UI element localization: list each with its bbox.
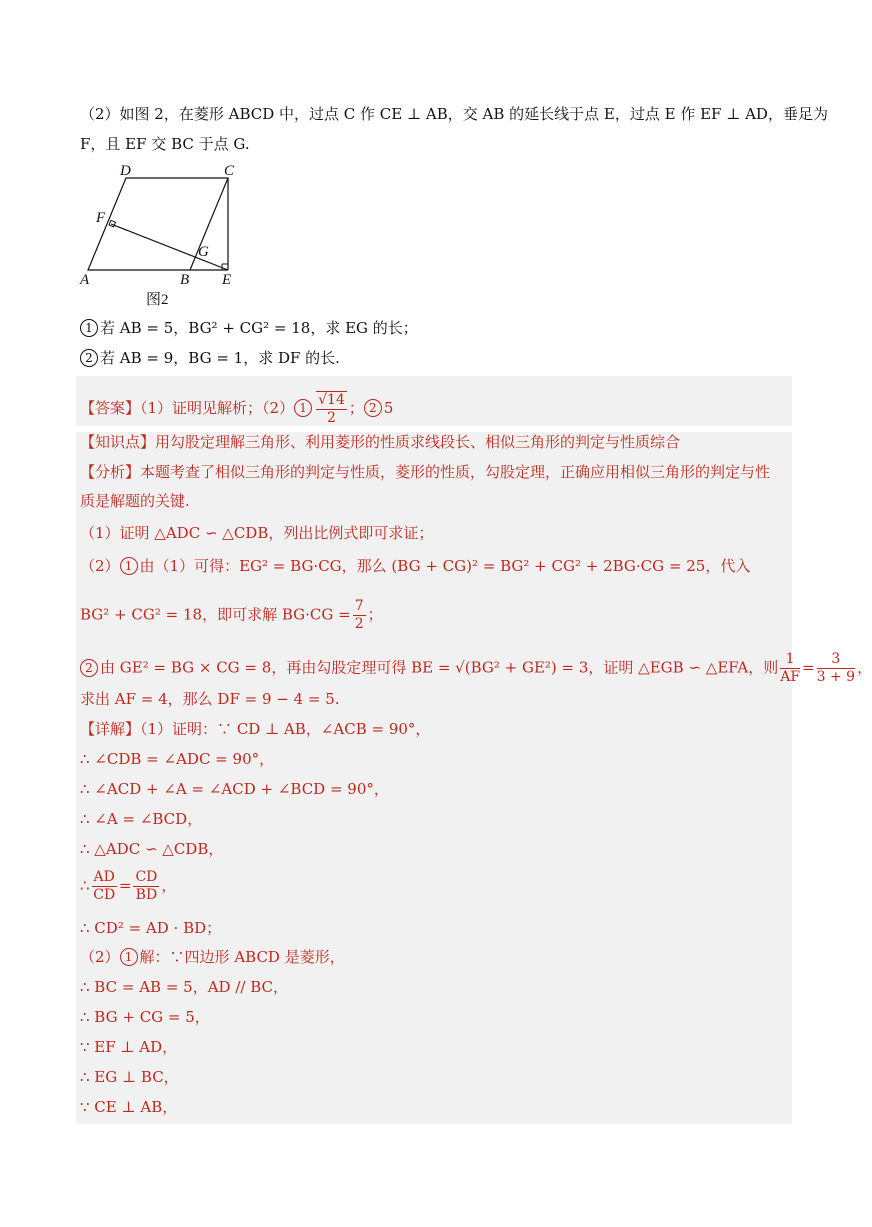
fraction-num: AD	[93, 869, 115, 885]
fraction-cd-bd	[133, 869, 159, 904]
analysis-text-6: 由 GE² = BG × CG = 8，再由勾股定理可得 BE = √(BG² + GE²) = 3，证明 △EGB ∽ △EFA，则	[100, 658, 779, 677]
problem-line-2: F，且 EF 交 BC 于点 G.	[80, 135, 250, 153]
circled-one: 1	[120, 557, 138, 575]
therefore-symbol: ∴	[80, 876, 90, 895]
analysis-text-6b: ，	[857, 658, 872, 677]
fraction-7-2	[353, 598, 366, 633]
fraction-1-af	[780, 651, 800, 686]
answer-fraction	[316, 391, 347, 427]
analysis-line-3: （1）证明 △ADC ∽ △CDB，列出比例式即可求证；	[80, 524, 434, 542]
fraction-3-12	[817, 651, 855, 686]
answer-tag: 【答案】	[80, 399, 141, 417]
analysis-line-2: 质是解题的关键.	[80, 492, 190, 510]
solution-line-4: ∴ ∠A = ∠BCD，	[80, 810, 203, 828]
solution-line-7: ∴ CD² = AD · BD；	[80, 919, 222, 937]
fraction-num: CD	[135, 869, 158, 885]
question-1	[80, 318, 418, 338]
fraction-den: 3 + 9	[816, 669, 856, 685]
label-a: A	[80, 272, 90, 288]
solution-line-2: ∴ ∠CDB = ∠ADC = 90°，	[80, 750, 275, 768]
equals-sign: =	[802, 658, 815, 677]
analysis-line-4	[80, 556, 750, 576]
equals-sign: =	[118, 876, 132, 895]
fraction-den: 2	[354, 616, 364, 632]
knowledge-tag: 【知识点】	[80, 433, 156, 451]
fraction-den: CD	[93, 887, 116, 903]
answer-text: （1）证明见解析；（2）	[140, 399, 295, 417]
solution-text-1: （1）证明：∵ CD ⊥ AB，∠ACB = 90°，	[140, 720, 431, 738]
circled-two: 2	[80, 659, 98, 677]
solution-line-9: ∴ BC = AB = 5，AD // BC，	[80, 978, 288, 996]
circled-one: 1	[294, 399, 312, 417]
solution-line-1	[80, 719, 430, 739]
answer-fraction-num: √14	[318, 392, 345, 408]
solution-tag: 【详解】	[80, 720, 141, 738]
label-g: G	[198, 244, 209, 260]
label-f: F	[96, 210, 106, 226]
right-angle-f	[109, 220, 116, 227]
solution-line-13: ∵ CE ⊥ AB，	[80, 1098, 178, 1116]
fraction-num: 3	[817, 651, 855, 669]
solution-text-8: 解：∵四边形 ABCD 是菱形，	[139, 948, 345, 966]
problem-line-1: （2）如图 2，在菱形 ABCD 中，过点 C 作 CE ⊥ AB，交 AB 的延长线于点 E，过点 E 作 EF ⊥ AD，垂足为	[80, 105, 828, 123]
solution-line-6	[80, 869, 176, 904]
fraction-den: AF	[780, 669, 801, 685]
analysis-part-2: （2）	[80, 557, 120, 575]
circled-one: 1	[80, 319, 98, 337]
solution-part-2: （2）	[80, 948, 120, 966]
analysis-tag: 【分析】	[80, 463, 141, 481]
figure-caption: 图2	[146, 292, 169, 308]
answer-sep: ；	[348, 399, 364, 417]
answer-line	[80, 391, 393, 427]
fraction-num: 1	[780, 651, 800, 669]
solution-line-3: ∴ ∠ACD + ∠A = ∠ACD + ∠BCD = 90°，	[80, 780, 389, 798]
label-c: C	[224, 163, 235, 179]
knowledge-text: 用勾股定理解三角形、利用菱形的性质求线段长、相似三角形的判定与性质综合	[155, 433, 681, 451]
fraction-den: BD	[135, 887, 158, 903]
analysis-text-1: 本题考查了相似三角形的判定与性质，菱形的性质，勾股定理，正确应用相似三角形的判定与性	[140, 463, 771, 481]
solution-line-12: ∴ EG ⊥ BC，	[80, 1068, 179, 1086]
rhombus-figure	[78, 160, 268, 308]
answer-value-two: 5	[383, 399, 394, 417]
circled-one: 1	[120, 948, 138, 966]
analysis-text-4: 由（1）可得：EG² = BG·CG，那么 (BG + CG)² = BG² + CG² + 2BG·CG = 25，代入	[139, 557, 751, 575]
analysis-line-6	[80, 651, 872, 686]
label-d: D	[120, 163, 131, 179]
analysis-text-5b: ；	[367, 605, 383, 624]
fraction-ad-cd	[92, 869, 117, 904]
analysis-line-7: 求出 AF = 4，那么 DF = 9 − 4 = 5.	[80, 690, 340, 708]
question-2-text: 若 AB = 9，BG = 1，求 DF 的长.	[100, 349, 340, 367]
segment-ef	[111, 224, 228, 270]
answer-fraction-den: 2	[327, 410, 336, 426]
question-1-text: 若 AB = 5，BG² + CG² = 18，求 EG 的长；	[100, 319, 418, 337]
label-e: E	[222, 272, 232, 288]
solution-line-8	[80, 947, 345, 967]
comma: ，	[161, 876, 177, 895]
solution-line-11: ∵ EF ⊥ AD，	[80, 1038, 178, 1056]
solution-line-10: ∴ BG + CG = 5，	[80, 1008, 210, 1026]
label-b: B	[180, 272, 190, 288]
fraction-num: 7	[354, 598, 364, 614]
knowledge-line	[80, 432, 680, 452]
analysis-line-5	[80, 598, 383, 633]
question-2	[80, 348, 340, 368]
solution-line-5: ∴ △ADC ∽ △CDB，	[80, 840, 224, 858]
circled-two: 2	[80, 349, 98, 367]
analysis-text-5: BG² + CG² = 18，即可求解 BG·CG =	[80, 605, 351, 624]
analysis-line-1	[80, 462, 770, 482]
circled-two: 2	[364, 399, 382, 417]
